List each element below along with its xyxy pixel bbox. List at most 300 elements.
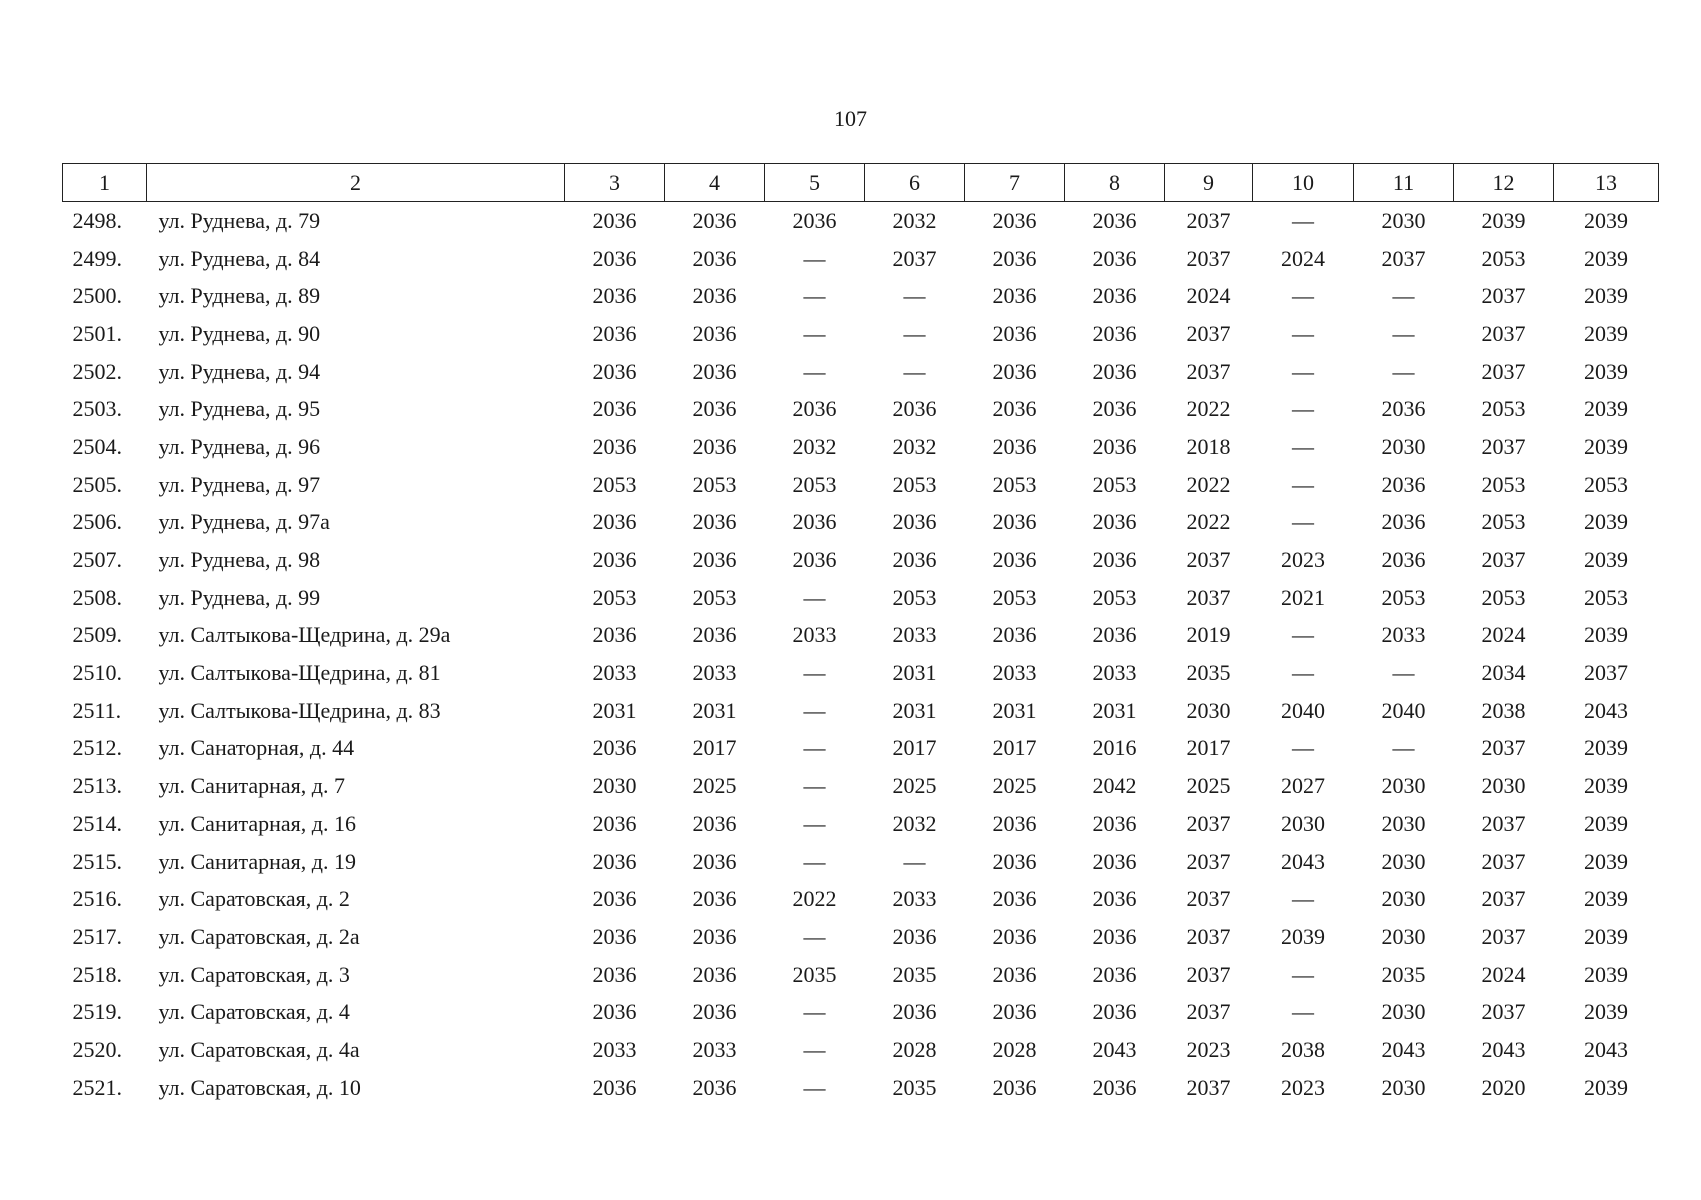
column-header-10: 10 [1253, 164, 1354, 202]
year-cell-col-13: 2053 [1584, 584, 1628, 610]
table-row [63, 579, 1659, 617]
year-cell-col-8: 2036 [1092, 622, 1137, 648]
year-cell-col-10: — [1292, 660, 1314, 686]
year-cell-col-4: 2036 [692, 886, 737, 912]
year-cell-col-11: 2040 [1381, 697, 1426, 723]
year-cell-col-11: 2036 [1381, 547, 1426, 573]
year-cell-col-12: 2034 [1481, 660, 1526, 686]
year-cell-col-11: 2030 [1381, 207, 1426, 233]
table-row [63, 353, 1659, 391]
row-number: 2504. [72, 433, 122, 459]
year-cell-col-13: 2039 [1584, 396, 1628, 422]
year-cell-col-5: — [803, 320, 826, 346]
year-cell-col-11: 2036 [1381, 471, 1426, 497]
address-cell: ул. Саратовская, д. 3 [158, 961, 350, 987]
year-cell-col-9: 2037 [1186, 358, 1231, 384]
year-cell-col-3: 2033 [592, 1036, 637, 1062]
table-row [63, 956, 1659, 994]
year-cell-col-5: — [803, 358, 826, 384]
year-cell-col-13: 2039 [1584, 509, 1628, 535]
year-cell-col-13: 2039 [1584, 547, 1628, 573]
address-cell: ул. Руднева, д. 95 [158, 396, 321, 422]
year-cell-col-7: 2033 [992, 660, 1037, 686]
year-cell-col-12: 2030 [1481, 773, 1526, 799]
year-cell-col-4: 2036 [692, 396, 737, 422]
table-row [63, 880, 1659, 918]
address-cell: ул. Руднева, д. 96 [158, 433, 321, 459]
year-cell-col-10: — [1292, 207, 1314, 233]
row-number: 2512. [72, 735, 122, 761]
year-cell-col-11: — [1392, 320, 1415, 346]
year-cell-col-10: — [1292, 509, 1314, 535]
year-cell-col-3: 2036 [592, 320, 637, 346]
year-cell-col-5: 2036 [792, 547, 837, 573]
row-number: 2499. [72, 245, 122, 271]
year-cell-col-7: 2036 [992, 509, 1037, 535]
year-cell-col-12: 2053 [1481, 245, 1526, 271]
year-cell-col-12: 2037 [1481, 320, 1526, 346]
year-cell-col-7: 2025 [992, 773, 1037, 799]
year-cell-col-11: 2043 [1381, 1036, 1426, 1062]
year-cell-col-5: 2035 [792, 961, 837, 987]
row-number: 2508. [72, 584, 122, 610]
year-cell-col-9: 2030 [1186, 697, 1231, 723]
year-cell-col-6: 2032 [892, 207, 937, 233]
year-cell-col-3: 2036 [592, 433, 637, 459]
year-cell-col-13: 2039 [1584, 320, 1628, 346]
year-cell-col-13: 2039 [1584, 433, 1628, 459]
column-header-9: 9 [1165, 164, 1253, 202]
year-cell-col-12: 2020 [1481, 1074, 1526, 1100]
year-cell-col-7: 2036 [992, 810, 1037, 836]
year-cell-col-4: 2033 [692, 1036, 737, 1062]
year-cell-col-12: 2037 [1481, 547, 1526, 573]
year-cell-col-12: 2037 [1481, 358, 1526, 384]
year-cell-col-8: 2016 [1092, 735, 1137, 761]
year-cell-col-5: — [803, 584, 826, 610]
year-cell-col-7: 2036 [992, 245, 1037, 271]
year-cell-col-5: — [803, 697, 826, 723]
year-cell-col-13: 2039 [1584, 1074, 1628, 1100]
year-cell-col-7: 2036 [992, 848, 1037, 874]
table-row [63, 805, 1659, 843]
year-cell-col-4: 2017 [692, 735, 737, 761]
year-cell-col-11: 2037 [1381, 245, 1426, 271]
year-cell-col-11: 2030 [1381, 886, 1426, 912]
year-cell-col-6: — [903, 848, 926, 874]
year-cell-col-12: 2037 [1481, 283, 1526, 309]
year-cell-col-6: 2036 [892, 999, 937, 1025]
row-number: 2500. [72, 283, 122, 309]
year-cell-col-8: 2036 [1092, 509, 1137, 535]
year-cell-col-5: — [803, 848, 826, 874]
address-cell: ул. Санаторная, д. 44 [158, 735, 355, 761]
table-row [63, 617, 1659, 655]
year-cell-col-3: 2033 [592, 660, 637, 686]
year-cell-col-11: 2035 [1381, 961, 1426, 987]
year-cell-col-7: 2036 [992, 547, 1037, 573]
row-number: 2502. [72, 358, 122, 384]
year-cell-col-10: — [1292, 433, 1314, 459]
year-cell-col-4: 2036 [692, 245, 737, 271]
year-cell-col-10: 2023 [1281, 1074, 1325, 1100]
year-cell-col-10: — [1292, 999, 1314, 1025]
table-row [63, 1069, 1659, 1107]
year-cell-col-6: 2053 [892, 471, 937, 497]
year-cell-col-8: 2036 [1092, 923, 1137, 949]
year-cell-col-11: 2030 [1381, 433, 1426, 459]
year-cell-col-9: 2022 [1186, 471, 1231, 497]
address-cell: ул. Санитарная, д. 16 [158, 810, 356, 836]
table-row [63, 843, 1659, 881]
column-header-11: 11 [1354, 164, 1454, 202]
table-row [63, 202, 1659, 240]
year-cell-col-13: 2043 [1584, 697, 1628, 723]
year-cell-col-11: 2036 [1381, 509, 1426, 535]
year-cell-col-9: 2023 [1186, 1036, 1231, 1062]
year-cell-col-6: 2017 [892, 735, 937, 761]
year-cell-col-11: 2030 [1381, 810, 1426, 836]
column-header-12: 12 [1454, 164, 1554, 202]
year-cell-col-12: 2037 [1481, 433, 1526, 459]
year-cell-col-6: 2031 [892, 697, 937, 723]
year-cell-col-10: 2027 [1281, 773, 1325, 799]
year-cell-col-13: 2039 [1584, 923, 1628, 949]
table-row [63, 692, 1659, 730]
year-cell-col-9: 2037 [1186, 961, 1231, 987]
address-cell: ул. Руднева, д. 97а [158, 509, 330, 535]
table-row [63, 730, 1659, 768]
year-cell-col-5: — [803, 660, 826, 686]
year-cell-col-12: 2037 [1481, 735, 1526, 761]
address-cell: ул. Руднева, д. 98 [158, 547, 321, 573]
year-cell-col-5: 2033 [792, 622, 837, 648]
year-cell-col-6: 2028 [892, 1036, 937, 1062]
year-cell-col-13: 2039 [1584, 283, 1628, 309]
row-number: 2517. [72, 923, 122, 949]
year-cell-col-5: — [803, 1074, 826, 1100]
year-cell-col-13: 2039 [1584, 245, 1628, 271]
column-header-6: 6 [865, 164, 965, 202]
year-cell-col-10: 2038 [1281, 1036, 1325, 1062]
year-cell-col-5: 2036 [792, 396, 837, 422]
header-row [63, 164, 1659, 202]
year-cell-col-10: 2040 [1281, 697, 1325, 723]
year-cell-col-8: 2036 [1092, 320, 1137, 346]
year-cell-col-10: 2039 [1281, 923, 1325, 949]
year-cell-col-13: 2039 [1584, 773, 1628, 799]
year-cell-col-9: 2017 [1186, 735, 1231, 761]
year-cell-col-6: — [903, 283, 926, 309]
row-number: 2515. [72, 848, 122, 874]
column-header-13: 13 [1554, 164, 1659, 202]
year-cell-col-9: 2022 [1186, 396, 1231, 422]
year-cell-col-4: 2031 [692, 697, 737, 723]
year-cell-col-5: — [803, 999, 826, 1025]
year-cell-col-7: 2036 [992, 622, 1037, 648]
row-number: 2503. [72, 396, 122, 422]
year-cell-col-3: 2036 [592, 207, 637, 233]
year-cell-col-3: 2036 [592, 283, 637, 309]
address-cell: ул. Салтыкова-Щедрина, д. 83 [158, 697, 441, 723]
year-cell-col-5: — [803, 735, 826, 761]
year-cell-col-9: 2019 [1186, 622, 1231, 648]
row-number: 2516. [72, 886, 122, 912]
year-cell-col-11: — [1392, 358, 1415, 384]
year-cell-col-3: 2036 [592, 547, 637, 573]
year-cell-col-3: 2036 [592, 358, 637, 384]
year-cell-col-6: — [903, 320, 926, 346]
year-cell-col-3: 2036 [592, 999, 637, 1025]
address-cell: ул. Саратовская, д. 4а [158, 1036, 360, 1062]
year-cell-col-13: 2039 [1584, 358, 1628, 384]
year-cell-col-11: 2030 [1381, 773, 1426, 799]
table-row [63, 504, 1659, 542]
year-cell-col-8: 2036 [1092, 810, 1137, 836]
year-cell-col-6: 2036 [892, 547, 937, 573]
column-header-5: 5 [765, 164, 865, 202]
year-cell-col-11: 2030 [1381, 848, 1426, 874]
year-cell-col-4: 2053 [692, 584, 737, 610]
year-cell-col-3: 2036 [592, 396, 637, 422]
row-number: 2520. [72, 1036, 122, 1062]
column-header-2: 2 [147, 164, 565, 202]
year-cell-col-3: 2031 [592, 697, 637, 723]
year-cell-col-6: 2025 [892, 773, 937, 799]
year-cell-col-10: — [1292, 283, 1314, 309]
address-cell: ул. Руднева, д. 94 [158, 358, 321, 384]
year-cell-col-9: 2037 [1186, 1074, 1231, 1100]
year-cell-col-6: 2033 [892, 886, 937, 912]
column-header-3: 3 [565, 164, 665, 202]
address-cell: ул. Саратовская, д. 10 [158, 1074, 361, 1100]
year-cell-col-12: 2038 [1481, 697, 1526, 723]
address-cell: ул. Руднева, д. 97 [158, 471, 321, 497]
table-row [63, 767, 1659, 805]
year-cell-col-3: 2036 [592, 923, 637, 949]
year-cell-col-7: 2053 [992, 584, 1037, 610]
year-cell-col-4: 2036 [692, 433, 737, 459]
year-cell-col-4: 2036 [692, 1074, 737, 1100]
year-cell-col-8: 2031 [1092, 697, 1137, 723]
year-cell-col-8: 2042 [1092, 773, 1137, 799]
year-cell-col-8: 2036 [1092, 886, 1137, 912]
year-cell-col-5: — [803, 1036, 826, 1062]
row-number: 2506. [72, 509, 122, 535]
address-cell: ул. Саратовская, д. 2 [158, 886, 350, 912]
year-cell-col-12: 2043 [1481, 1036, 1526, 1062]
year-cell-col-13: 2039 [1584, 886, 1628, 912]
page-number: 107 [834, 106, 867, 131]
year-cell-col-8: 2036 [1092, 1074, 1137, 1100]
year-cell-col-12: 2037 [1481, 886, 1526, 912]
year-cell-col-3: 2036 [592, 810, 637, 836]
year-cell-col-3: 2036 [592, 245, 637, 271]
year-cell-col-11: 2033 [1381, 622, 1426, 648]
address-cell: ул. Руднева, д. 79 [158, 207, 321, 233]
year-cell-col-13: 2053 [1584, 471, 1628, 497]
year-cell-col-4: 2036 [692, 547, 737, 573]
table-row [63, 466, 1659, 504]
row-number: 2514. [72, 810, 122, 836]
year-cell-col-11: — [1392, 283, 1415, 309]
year-cell-col-8: 2036 [1092, 999, 1137, 1025]
year-cell-col-4: 2036 [692, 961, 737, 987]
row-number: 2509. [72, 622, 122, 648]
year-cell-col-4: 2036 [692, 923, 737, 949]
year-cell-col-9: 2025 [1186, 773, 1231, 799]
table-row [63, 918, 1659, 956]
table-row [63, 315, 1659, 353]
year-cell-col-4: 2036 [692, 358, 737, 384]
year-cell-col-4: 2033 [692, 660, 737, 686]
year-cell-col-6: 2053 [892, 584, 937, 610]
table-row [63, 277, 1659, 315]
year-cell-col-11: 2036 [1381, 396, 1426, 422]
year-cell-col-9: 2037 [1186, 810, 1231, 836]
year-cell-col-7: 2036 [992, 358, 1037, 384]
column-header-1: 1 [63, 164, 147, 202]
year-cell-col-13: 2039 [1584, 810, 1628, 836]
year-cell-col-9: 2037 [1186, 848, 1231, 874]
address-cell: ул. Санитарная, д. 19 [158, 848, 356, 874]
table-row [63, 240, 1659, 278]
year-cell-col-4: 2036 [692, 509, 737, 535]
year-cell-col-13: 2037 [1584, 660, 1628, 686]
row-number: 2510. [72, 660, 122, 686]
year-cell-col-12: 2024 [1481, 961, 1526, 987]
year-cell-col-8: 2036 [1092, 245, 1137, 271]
row-number: 2519. [72, 999, 122, 1025]
year-cell-col-5: — [803, 245, 826, 271]
year-cell-col-12: 2053 [1481, 584, 1526, 610]
year-cell-col-13: 2039 [1584, 848, 1628, 874]
year-cell-col-12: 2037 [1481, 999, 1526, 1025]
year-cell-col-13: 2039 [1584, 999, 1628, 1025]
year-cell-col-8: 2036 [1092, 848, 1137, 874]
year-cell-col-8: 2036 [1092, 547, 1137, 573]
address-cell: ул. Руднева, д. 99 [158, 584, 321, 610]
year-cell-col-11: 2053 [1381, 584, 1426, 610]
year-cell-col-9: 2037 [1186, 207, 1231, 233]
year-cell-col-4: 2036 [692, 622, 737, 648]
year-cell-col-6: 2031 [892, 660, 937, 686]
year-cell-col-5: 2036 [792, 509, 837, 535]
year-cell-col-13: 2039 [1584, 735, 1628, 761]
year-cell-col-6: 2035 [892, 1074, 937, 1100]
row-number: 2521. [72, 1074, 122, 1100]
year-cell-col-7: 2036 [992, 886, 1037, 912]
year-cell-col-7: 2036 [992, 207, 1037, 233]
row-number: 2501. [72, 320, 122, 346]
column-header-7: 7 [965, 164, 1065, 202]
year-cell-col-7: 2028 [992, 1036, 1037, 1062]
table-body [63, 202, 1659, 1107]
year-cell-col-8: 2036 [1092, 358, 1137, 384]
year-cell-col-11: 2030 [1381, 999, 1426, 1025]
year-cell-col-3: 2053 [592, 471, 637, 497]
year-cell-col-11: — [1392, 735, 1415, 761]
year-cell-col-10: — [1292, 622, 1314, 648]
year-cell-col-3: 2053 [592, 584, 637, 610]
year-cell-col-7: 2036 [992, 961, 1037, 987]
year-cell-col-7: 2036 [992, 283, 1037, 309]
year-cell-col-7: 2036 [992, 320, 1037, 346]
year-cell-col-4: 2036 [692, 999, 737, 1025]
year-cell-col-6: 2036 [892, 509, 937, 535]
table-row [63, 541, 1659, 579]
year-cell-col-6: 2032 [892, 433, 937, 459]
year-cell-col-4: 2036 [692, 320, 737, 346]
year-cell-col-10: — [1292, 396, 1314, 422]
year-cell-col-7: 2036 [992, 923, 1037, 949]
year-cell-col-12: 2053 [1481, 396, 1526, 422]
year-cell-col-12: 2037 [1481, 848, 1526, 874]
year-cell-col-8: 2053 [1092, 471, 1137, 497]
year-cell-col-5: 2053 [792, 471, 837, 497]
address-cell: ул. Санитарная, д. 7 [158, 773, 345, 799]
row-number: 2498. [72, 207, 122, 233]
year-cell-col-9: 2037 [1186, 584, 1231, 610]
year-cell-col-3: 2036 [592, 735, 637, 761]
year-cell-col-10: — [1292, 886, 1314, 912]
register-table [62, 163, 1659, 1107]
year-cell-col-12: 2053 [1481, 471, 1526, 497]
year-cell-col-8: 2036 [1092, 433, 1137, 459]
year-cell-col-9: 2037 [1186, 547, 1231, 573]
year-cell-col-9: 2024 [1186, 283, 1231, 309]
address-cell: ул. Саратовская, д. 4 [158, 999, 350, 1025]
row-number: 2518. [72, 961, 122, 987]
table-row [63, 390, 1659, 428]
year-cell-col-7: 2036 [992, 1074, 1037, 1100]
year-cell-col-9: 2037 [1186, 999, 1231, 1025]
year-cell-col-3: 2030 [592, 773, 637, 799]
year-cell-col-12: 2039 [1481, 207, 1526, 233]
address-cell: ул. Руднева, д. 90 [158, 320, 321, 346]
address-cell: ул. Руднева, д. 84 [158, 245, 321, 271]
year-cell-col-8: 2036 [1092, 396, 1137, 422]
year-cell-col-10: 2043 [1281, 848, 1325, 874]
year-cell-col-5: — [803, 810, 826, 836]
year-cell-col-7: 2036 [992, 396, 1037, 422]
year-cell-col-9: 2022 [1186, 509, 1231, 535]
year-cell-col-10: — [1292, 471, 1314, 497]
year-cell-col-10: 2024 [1281, 245, 1325, 271]
year-cell-col-12: 2053 [1481, 509, 1526, 535]
year-cell-col-8: 2036 [1092, 283, 1137, 309]
row-number: 2507. [72, 547, 122, 573]
year-cell-col-5: 2036 [792, 207, 837, 233]
year-cell-col-4: 2036 [692, 810, 737, 836]
year-cell-col-3: 2036 [592, 1074, 637, 1100]
year-cell-col-4: 2036 [692, 207, 737, 233]
year-cell-col-11: 2030 [1381, 1074, 1426, 1100]
table-row [63, 993, 1659, 1031]
year-cell-col-9: 2037 [1186, 923, 1231, 949]
address-cell: ул. Саратовская, д. 2а [158, 923, 360, 949]
year-cell-col-4: 2053 [692, 471, 737, 497]
year-cell-col-3: 2036 [592, 509, 637, 535]
table-row [63, 654, 1659, 692]
year-cell-col-7: 2031 [992, 697, 1037, 723]
year-cell-col-7: 2036 [992, 433, 1037, 459]
year-cell-col-13: 2043 [1584, 1036, 1628, 1062]
year-cell-col-7: 2036 [992, 999, 1037, 1025]
year-cell-col-3: 2036 [592, 622, 637, 648]
year-cell-col-9: 2037 [1186, 886, 1231, 912]
year-cell-col-12: 2024 [1481, 622, 1526, 648]
